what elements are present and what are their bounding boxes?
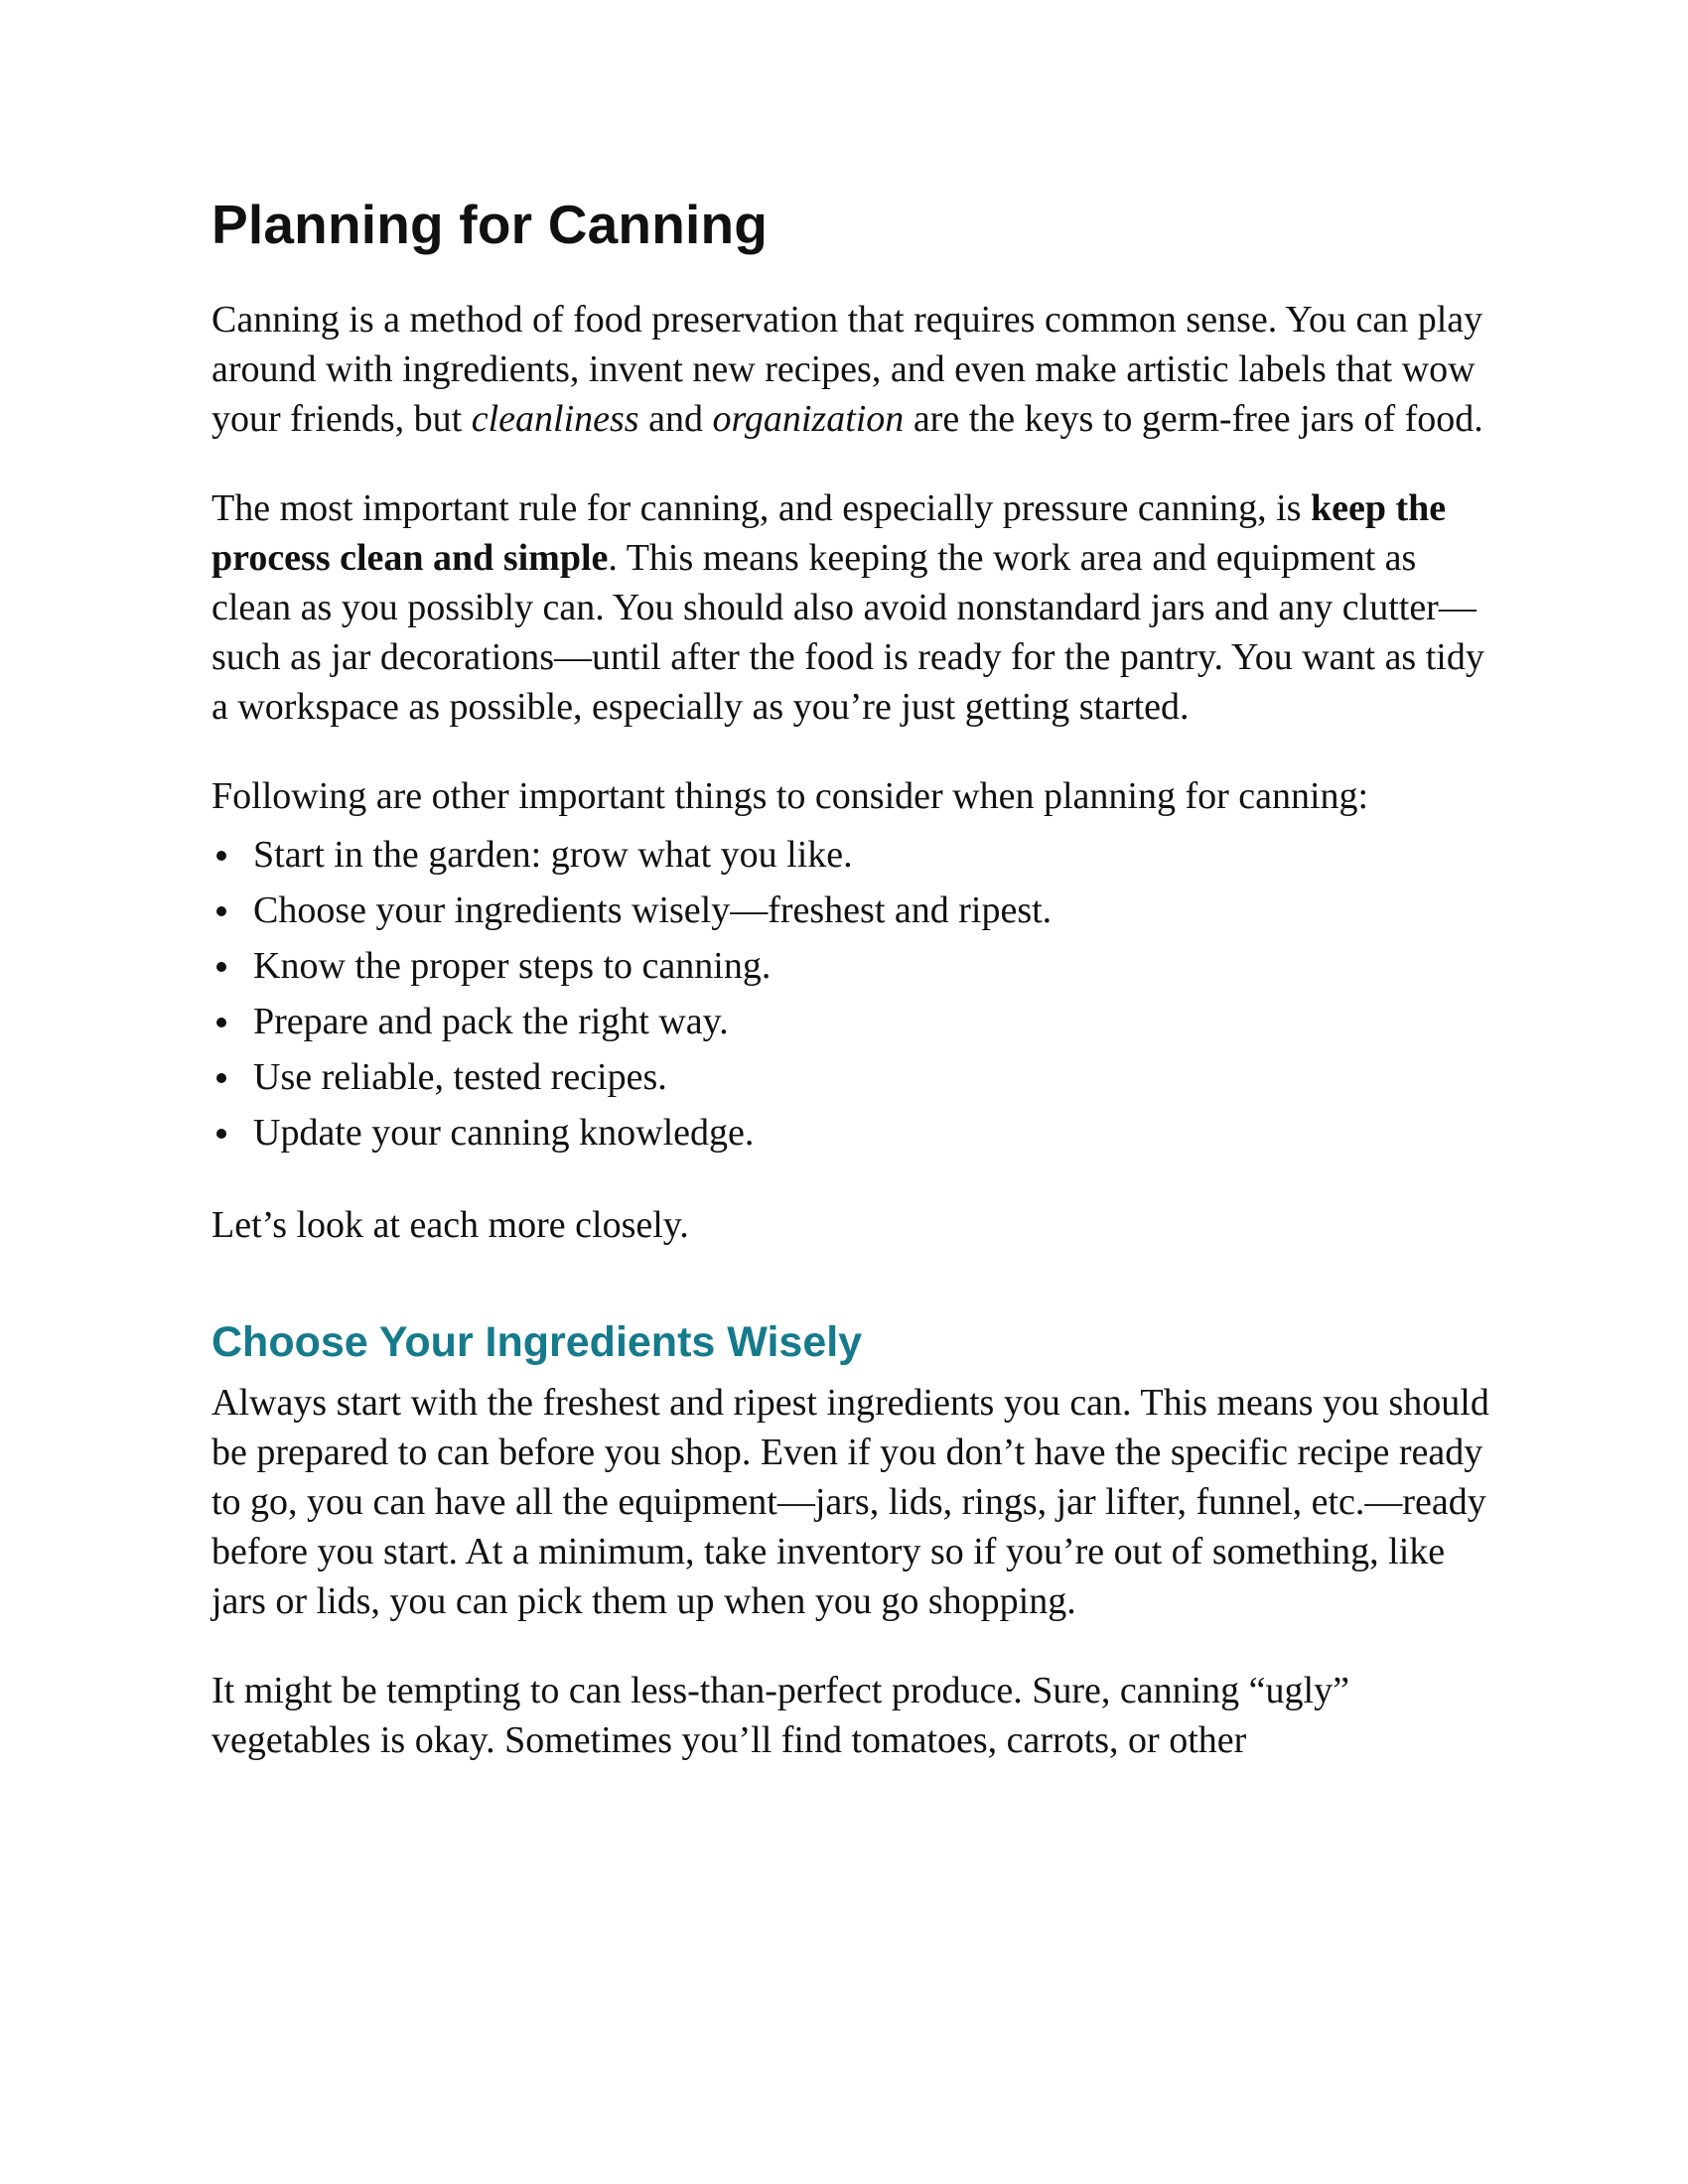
- intro-p1-text-c: are the keys to germ-free jars of food.: [904, 397, 1483, 440]
- document-page: [211, 195, 1492, 1805]
- bullet-icon: [216, 962, 226, 972]
- section-paragraph-2: It might be tempting to can less-than-perfect produce. Sure, canning “ugly” vegetables is okay. Sometimes you’ll find tomatoes, carrots, or other: [211, 1669, 1349, 1761]
- list-item: [211, 994, 1492, 1049]
- intro-p2-text-b: . This means keeping the work area and equipment as clean as you possibly can. You should also avoid nonstandard jars and any clutter—such as jar decorations—until after the food is ready for the pantry. You want as tidy a workspace as possible, especially as you’re just getting started.: [211, 536, 1484, 728]
- bullet-icon: [216, 1129, 226, 1139]
- bullet-icon: [216, 906, 226, 916]
- list-item: [211, 827, 1492, 883]
- list-item: [211, 938, 1492, 994]
- intro-p2-bold-rule: keep the process clean and simple: [211, 486, 1447, 579]
- intro-paragraph-1: [211, 295, 1492, 444]
- list-item-text: Use reliable, tested recipes.: [253, 1055, 667, 1098]
- intro-paragraph-2: [211, 483, 1492, 732]
- section-paragraph-1: Always start with the freshest and ripest ingredients you can. This means you should be prepared to can before you shop. Even if you don’t have the specific recipe ready to go, you can have all the equipment—jars, lids, rings, jar lifter, funnel, etc.—ready before you start. At a minimum, take inventory so if you’re out of something, like jars or lids, you can pick them up when you go shopping.: [211, 1381, 1489, 1622]
- list-item-text: Update your canning knowledge.: [253, 1111, 755, 1154]
- list-item: [211, 1049, 1492, 1105]
- intro-p1-emphasis-organization: organization: [712, 397, 905, 440]
- intro-p1-emphasis-cleanliness: cleanliness: [471, 397, 639, 440]
- intro-p1-text-a: Canning is a method of food preservation that requires common sense. You can play around with ingredients, invent new recipes, and even make artistic labels that wow your friends, but: [211, 298, 1483, 440]
- list-item-text: Start in the garden: grow what you like.: [253, 833, 853, 876]
- list-item-text: Prepare and pack the right way.: [253, 1000, 729, 1042]
- list-item-text: Know the proper steps to canning.: [253, 944, 772, 987]
- section-heading: Choose Your Ingredients Wisely: [211, 1317, 863, 1366]
- considerations-list: [211, 827, 1492, 1160]
- intro-paragraph-3: Following are other important things to consider when planning for canning:: [211, 774, 1369, 817]
- page-title: Planning for Canning: [211, 194, 769, 255]
- bullet-icon: [216, 851, 226, 861]
- list-item: [211, 1105, 1492, 1160]
- list-item-text: Choose your ingredients wisely—freshest and ripest.: [253, 888, 1053, 931]
- bullet-icon: [216, 1018, 226, 1027]
- list-item: [211, 883, 1492, 938]
- intro-p1-text-b: and: [638, 397, 713, 440]
- bullet-icon: [216, 1073, 226, 1083]
- intro-p2-text-a: The most important rule for canning, and especially pressure canning, is: [211, 486, 1311, 529]
- intro-paragraph-4: Let’s look at each more closely.: [211, 1203, 689, 1246]
- section-spacer: [211, 1290, 1492, 1319]
